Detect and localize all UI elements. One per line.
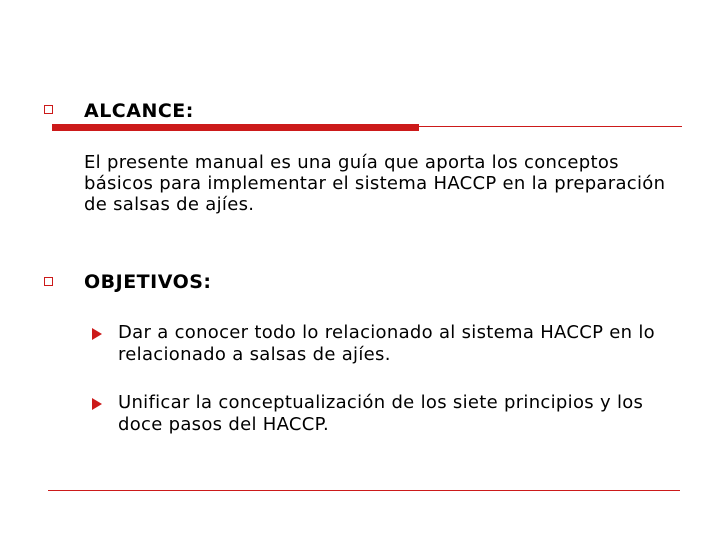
objetivo-item: Unificar la conceptualización de los siete principios y los doce pasos del HACCP. xyxy=(118,392,644,435)
triangle-arrow-icon xyxy=(92,398,102,410)
footer-divider xyxy=(48,490,680,491)
title-divider-thick xyxy=(52,124,419,131)
section-heading-alcance: ALCANCE: xyxy=(84,100,194,122)
hollow-square-icon xyxy=(44,277,53,286)
section-heading-objetivos: OBJETIVOS: xyxy=(84,271,212,293)
objetivo-item: Dar a conocer todo lo relacionado al sistema HACCP en lo relacionado a salsas de ajíes. xyxy=(118,322,655,365)
alcance-paragraph: El presente manual es una guía que aporta los conceptos básicos para implementar el sistema HACCP en la preparación de salsas de ajíes. xyxy=(84,152,666,215)
title-divider-thin xyxy=(419,126,682,127)
hollow-square-icon xyxy=(44,105,53,114)
triangle-arrow-icon xyxy=(92,328,102,340)
